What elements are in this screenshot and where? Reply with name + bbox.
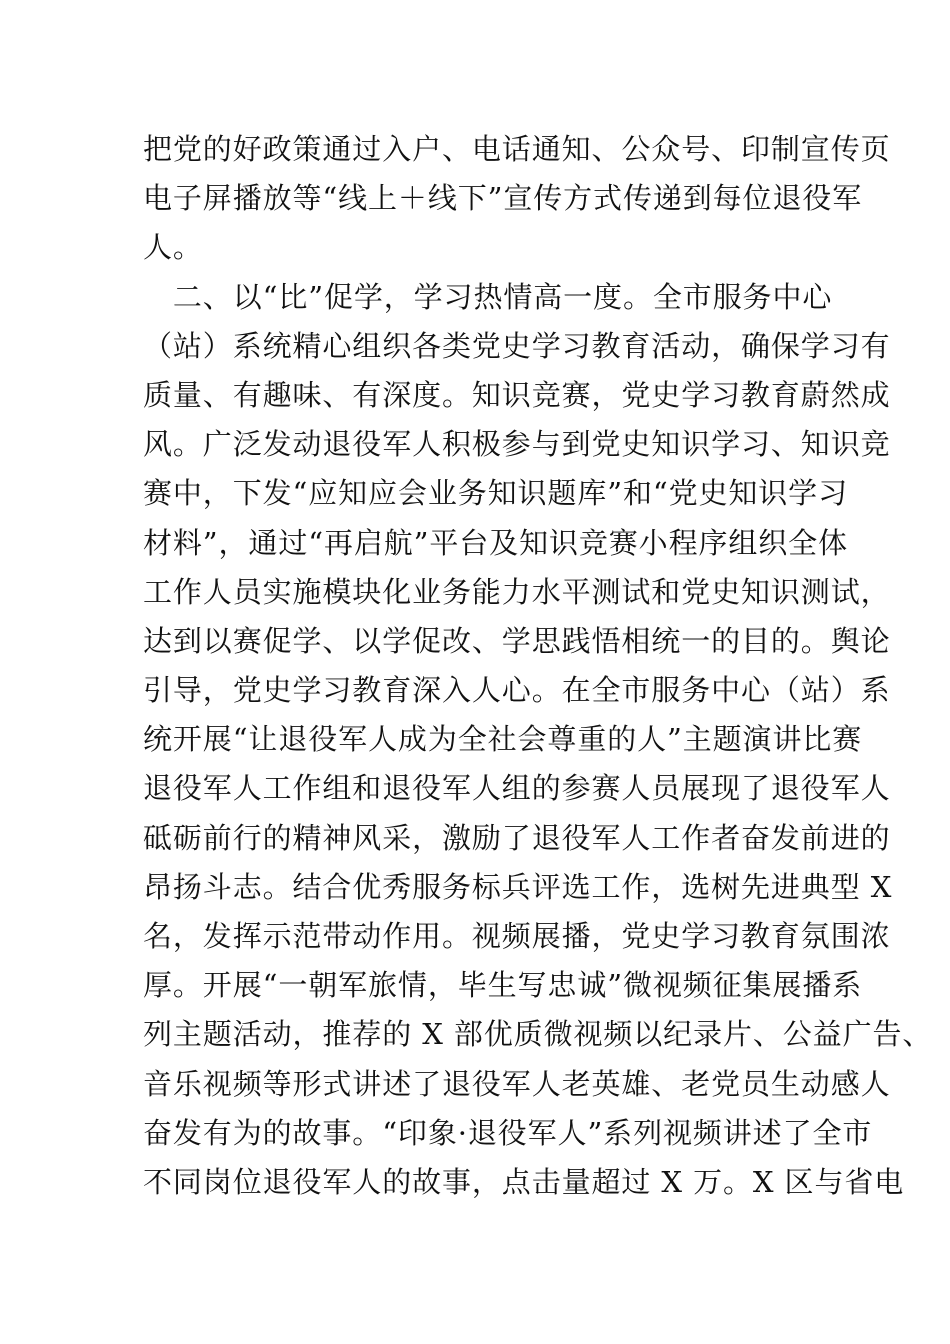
text-line: 引导，党史学习教育深入人心。在全市服务中心（站）系 <box>143 673 891 708</box>
text-line: 工作人员实施模块化业务能力水平测试和党史知识测试， <box>143 574 891 609</box>
text-line: 质量、有趣味、有深度。知识竞赛，党史学习教育蔚然成 <box>143 377 891 412</box>
text-line: 名，发挥示范带动作用。视频展播，党史学习教育氛围浓 <box>143 919 891 953</box>
text-line: 达到以赛促学、以学促改、学思践悟相统一的目的。舆论 <box>143 623 891 658</box>
text-line: 退役军人工作组和退役军人组的参赛人员展现了退役军人 <box>143 771 891 806</box>
text-line: 厚。开展“一朝军旅情，毕生写忠诚”微视频征集展播系 <box>143 968 863 1003</box>
text-line: 音乐视频等形式讲述了退役军人老英雄、老党员生动感人 <box>143 1066 891 1101</box>
text-line: 把党的好政策通过入户、电话通知、公众号、印制宣传页 <box>143 132 891 166</box>
text-line: 赛中，下发“应知应会业务知识题库”和“党史知识学习 <box>143 476 848 511</box>
text-line: （站）系统精心组织各类党史学习教育活动，确保学习有 <box>143 328 891 363</box>
text-line: 电子屏播放等“线上＋线下”宣传方式传递到每位退役军 <box>143 181 863 216</box>
text-line: 二、以“比”促学，学习热情高一度。全市服务中心 <box>143 279 833 314</box>
text-line: 统开展“让退役军人成为全社会尊重的人”主题演讲比赛 <box>143 722 863 757</box>
text-line: 人。 <box>143 230 203 265</box>
text-line: 昂扬斗志。结合优秀服务标兵评选工作，选树先进典型 X <box>143 869 893 904</box>
text-line: 列主题活动，推荐的 X 部优质微视频以纪录片、公益广告、 <box>143 1017 933 1052</box>
body-text <box>143 125 933 1207</box>
text-line: 风。广泛发动退役军人积极参与到党史知识学习、知识竞 <box>143 427 891 462</box>
text-line: 奋发有为的故事。“印象·退役军人”系列视频讲述了全市 <box>143 1115 873 1150</box>
text-line: 不同岗位退役军人的故事，点击量超过 X 万。X 区与省电 <box>143 1164 905 1199</box>
text-line: 砥砺前行的精神风采，激励了退役军人工作者奋发前进的 <box>143 820 891 855</box>
text-line: 材料”，通过“再启航”平台及知识竞赛小程序组织全体 <box>143 525 848 560</box>
